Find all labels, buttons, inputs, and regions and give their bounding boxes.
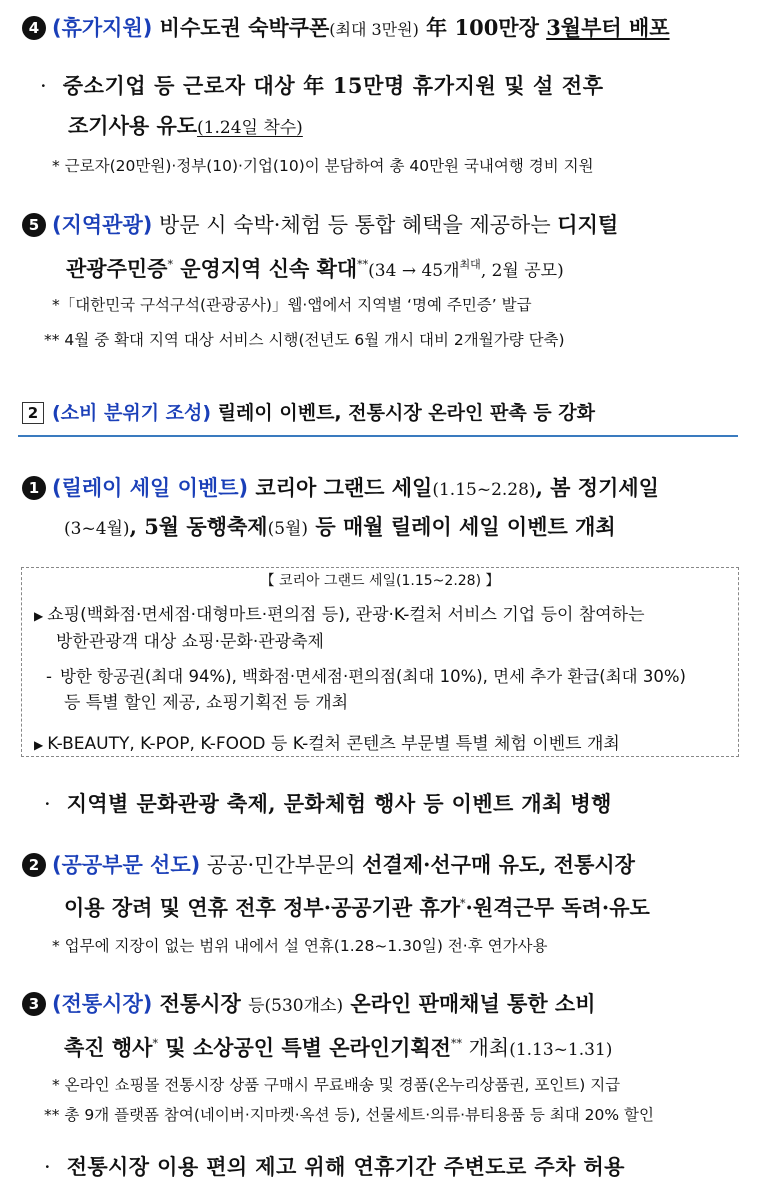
triangle-bullet-icon: ▶ [34,738,44,752]
item1-heading-line1: 1 (릴레이 세일 이벤트) 코리아 그랜드 세일(1.15~2.28), 봄 정기세일 [22,468,659,510]
section2-number: 2 [22,402,44,424]
item1-bullet: · 지역별 문화관광 축제, 문화체험 행사 등 이벤트 개최 병행 [44,791,612,816]
item2-heading-line1: 2 (공공부문 선도) 공공·민간부문의 선결제·선구매 유도, 전통시장 [22,845,635,885]
section2-header [18,391,738,437]
box-dash-line2: 등 특별 할인 제공, 쇼핑기획전 등 개최 [64,693,349,713]
item5-number: 5 [22,213,46,237]
item3-note1: * 온라인 쇼핑몰 전통시장 상품 구매시 무료배송 및 경품(온누리상품권, 포인트) 지급 [52,1076,621,1094]
item2-number: 2 [22,853,46,877]
item3-note2: ** 총 9개 플랫폼 참여(네이버·지마켓·옥션 등), 선물세트·의류·뷰티용품 등 최대 20% 할인 [44,1106,654,1124]
grand-sale-box [21,567,739,757]
item2-tag: (공공부문 선도) [52,853,201,877]
box-bullet2: ▶ K-BEAUTY, K-POP, K-FOOD 등 K-컬처 콘텐츠 부문별 특별 체험 이벤트 개최 [34,734,620,754]
item1-tag: (릴레이 세일 이벤트) [52,476,249,500]
item3-heading-line2: 촉진 행사* 및 소상공인 특별 온라인기획전** 개최(1.13~1.31) [64,1035,613,1060]
item4-note: * 근로자(20만원)·정부(10)·기업(10)이 분담하여 총 40만원 국내여행 경비 지원 [52,157,594,175]
item4-heading: 4 (휴가지원) 비수도권 숙박쿠폰(최대 3만원) 年 100만장 3월부터 배포 [22,8,670,50]
item3-number: 3 [22,992,46,1016]
box-bullet1-line1: ▶ 쇼핑(백화점·면세점·대형마트·편의점 등), 관광·K-컬처 서비스 기업 등이 참여하는 [34,605,645,625]
triangle-bullet-icon: ▶ [34,609,44,623]
item4-bullet-line1: · 중소기업 등 근로자 대상 年 15만명 휴가지원 및 설 전후 [40,73,604,98]
item1-number: 1 [22,476,46,500]
item4-tag: (휴가지원) [52,16,153,40]
section2-title: 릴레이 이벤트, 전통시장 온라인 판촉 등 강화 [211,402,595,424]
item5-heading-line2: 관광주민증* 운영지역 신속 확대**(34 → 45개$^{최대}$, 2월 공모) [66,256,564,281]
box-dash-line1: - 방한 항공권(최대 94%), 백화점·면세점·편의점(최대 10%), 면세 추가 환급(최대 30%) [46,667,686,686]
item3-heading-line1: 3 (전통시장) 전통시장 등(530개소) 온라인 판매채널 통한 소비 [22,984,596,1026]
item5-note1: *「대한민국 구석구석(관광공사)」웹·앱에서 지역별 ‘명예 주민증’ 발급 [52,296,532,314]
box-bullet1-line2: 방한관광객 대상 쇼핑·문화·관광축제 [56,632,324,652]
item2-note: * 업무에 지장이 없는 범위 내에서 설 연휴(1.28~1.30일) 전·후 연가사용 [52,937,548,955]
item3-tag: (전통시장) [52,992,153,1016]
item5-heading-line1: 5 (지역관광) 방문 시 숙박·체험 등 통합 혜택을 제공하는 디지털 [22,205,618,245]
section2-tag: (소비 분위기 조성) [52,402,212,424]
item5-tag: (지역관광) [52,213,153,237]
box-title: 【 코리아 그랜드 세일(1.15~2.28) 】 [260,573,500,589]
item2-heading-line2: 이용 장려 및 연휴 전후 정부·공공기관 휴가*·원격근무 독려·유도 [64,895,650,920]
item1-heading-line2: (3~4월), 5월 동행축제(5월) 등 매월 릴레이 세일 이벤트 개최 [64,514,616,539]
item5-note2: ** 4월 중 확대 지역 대상 서비스 시행(전년도 6월 개시 대비 2개월가량 단축) [44,331,565,349]
item4-number: 4 [22,16,46,40]
item4-bullet-line2: 조기사용 유도(1.24일 착수) [68,113,303,138]
item3-bullet: · 전통시장 이용 편의 제고 위해 연휴기간 주변도로 주차 허용 [44,1154,625,1179]
